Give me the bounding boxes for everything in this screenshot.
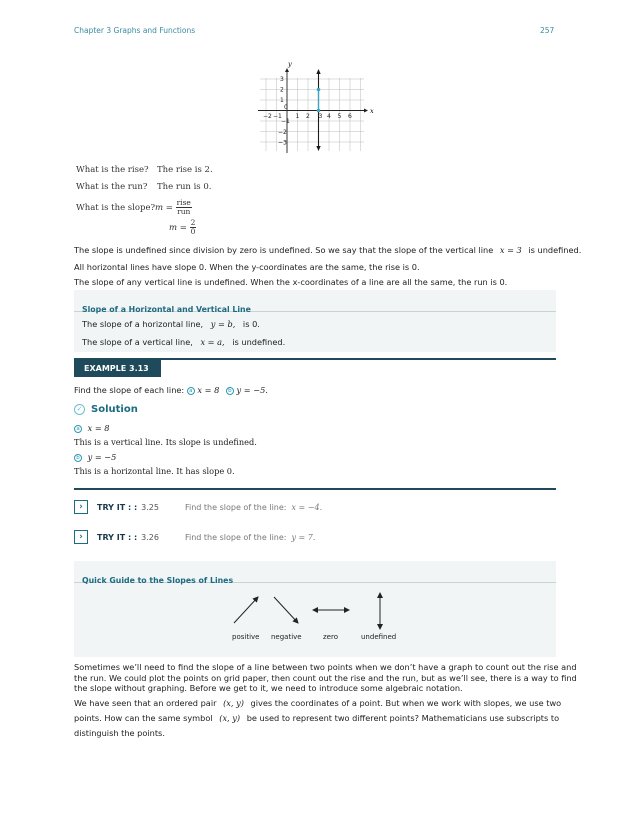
label-a-icon: a xyxy=(74,425,82,433)
x-tick: 2 xyxy=(306,113,310,120)
negative-slope-icon xyxy=(274,597,298,623)
zero-label: zero xyxy=(323,633,338,641)
undefined-label: undefined xyxy=(361,633,397,641)
x-tick: 5 xyxy=(337,113,342,120)
quick-guide-title: Quick Guide to the Slopes of Lines xyxy=(82,576,234,585)
paragraph-vertical: The slope of any vertical line is undefined. When the x-coordinates of a line are all the same, the run is 0. xyxy=(74,277,508,287)
point-top xyxy=(317,88,321,92)
x-tick: 6 xyxy=(348,113,352,120)
page-number: 257 xyxy=(540,26,555,35)
check-icon: ✓ xyxy=(74,404,85,415)
solution-b: b y = −5 xyxy=(74,451,116,463)
m-equals-2: m = xyxy=(169,223,187,233)
y-tick: 2 xyxy=(280,86,284,94)
x-tick: −1 xyxy=(273,113,282,120)
try-it-row[interactable]: › TRY IT : : 3.25 Find the slope of the line: x = −4. xyxy=(74,500,322,514)
paragraph-undefined: The slope is undefined since division by zero is undefined. So we say that the slope of the vertical line x = 3 is undefined. xyxy=(74,245,582,255)
y-tick: −1 xyxy=(281,118,290,125)
solution-heading: ✓ Solution xyxy=(74,404,138,415)
x-tick: 0 xyxy=(284,104,288,111)
paragraph-ordered-pair: We have seen that an ordered pair (x, y) gives the coordinates of a point. But when we work with slopes, we use two points. How can the same symbol (x, y) be used to represent two different points? Mathematicians use subscripts to distinguish the points. xyxy=(74,698,562,738)
chevron-right-icon[interactable]: › xyxy=(74,500,88,514)
slope-definition-box xyxy=(74,290,556,352)
y-axis-label: y xyxy=(288,60,292,68)
example-label: EXAMPLE 3.13 xyxy=(74,360,161,377)
x-tick: 4 xyxy=(327,113,331,120)
line-top-arrow-icon xyxy=(316,69,320,74)
slope-formula xyxy=(155,199,192,216)
quick-guide-box xyxy=(74,561,556,657)
example-end-divider xyxy=(74,488,556,490)
negative-label: negative xyxy=(271,633,302,641)
solution-b-text: This is a horizontal line. It has slope 0. xyxy=(74,466,235,476)
slope-box-title: Slope of a Horizontal and Vertical Line xyxy=(82,305,251,314)
slope-box-line-2: The slope of a vertical line, x = a, is undefined. xyxy=(82,337,286,347)
label-b-icon: b xyxy=(226,387,234,395)
example-prompt: Find the slope of each line: a x = 8 b y = −5. xyxy=(74,385,268,395)
frac-zero: 0 xyxy=(190,227,196,236)
run-question: What is the run? xyxy=(76,182,148,192)
chevron-right-icon[interactable]: › xyxy=(74,530,88,544)
solution-a: a x = 8 xyxy=(74,422,110,434)
run-answer: The run is 0. xyxy=(157,182,212,192)
y-tick: −3 xyxy=(278,139,287,147)
y-tick: 1 xyxy=(280,97,284,104)
chapter-title: Chapter 3 Graphs and Functions xyxy=(74,26,196,35)
label-b-icon: b xyxy=(74,454,82,462)
frac-rise: rise xyxy=(176,198,191,207)
x-tick: 3 xyxy=(318,113,323,120)
paragraph-horizontal: All horizontal lines have slope 0. When the y-coordinates are the same, the rise is 0. xyxy=(74,262,420,272)
rise-answer: The rise is 2. xyxy=(157,165,213,175)
positive-label: positive xyxy=(232,633,260,641)
point-bottom xyxy=(317,109,321,113)
x-tick: −2 xyxy=(263,113,272,120)
frac-run: run xyxy=(177,207,191,216)
line-bottom-arrow-icon xyxy=(316,146,320,151)
label-a-icon: a xyxy=(187,387,195,395)
try-it-row[interactable]: › TRY IT : : 3.26 Find the slope of the line: y = 7. xyxy=(74,530,315,544)
positive-slope-icon xyxy=(234,597,258,623)
x-axis-label: x xyxy=(370,107,374,115)
y-tick: −2 xyxy=(278,129,287,136)
slope-arrows xyxy=(224,591,404,631)
rise-question: What is the rise? xyxy=(76,165,149,175)
solution-a-text: This is a vertical line. Its slope is undefined. xyxy=(74,437,257,447)
frac-two: 2 xyxy=(190,218,196,227)
vertical-line-graph xyxy=(252,58,376,154)
y-axis-arrow-icon xyxy=(285,68,289,72)
m-equals: m = xyxy=(155,203,173,213)
slope-box-line-1: The slope of a horizontal line, y = b, is 0. xyxy=(82,319,260,329)
x-tick: 1 xyxy=(295,113,300,120)
slope-question: What is the slope? xyxy=(76,203,156,213)
paragraph-notation: Sometimes we’ll need to find the slope of a line between two points when we don’t have a graph to count out the rise and the run. We could plot the points on grid paper, then count out the rise and the run, but as we’ll see, there is a way to find the slope without graphing. Before we get to it, we need to introduce some algebraic notation. xyxy=(74,662,577,693)
x-axis-arrow-icon xyxy=(364,109,368,113)
slope-value xyxy=(169,219,196,236)
y-tick: 3 xyxy=(280,76,284,83)
